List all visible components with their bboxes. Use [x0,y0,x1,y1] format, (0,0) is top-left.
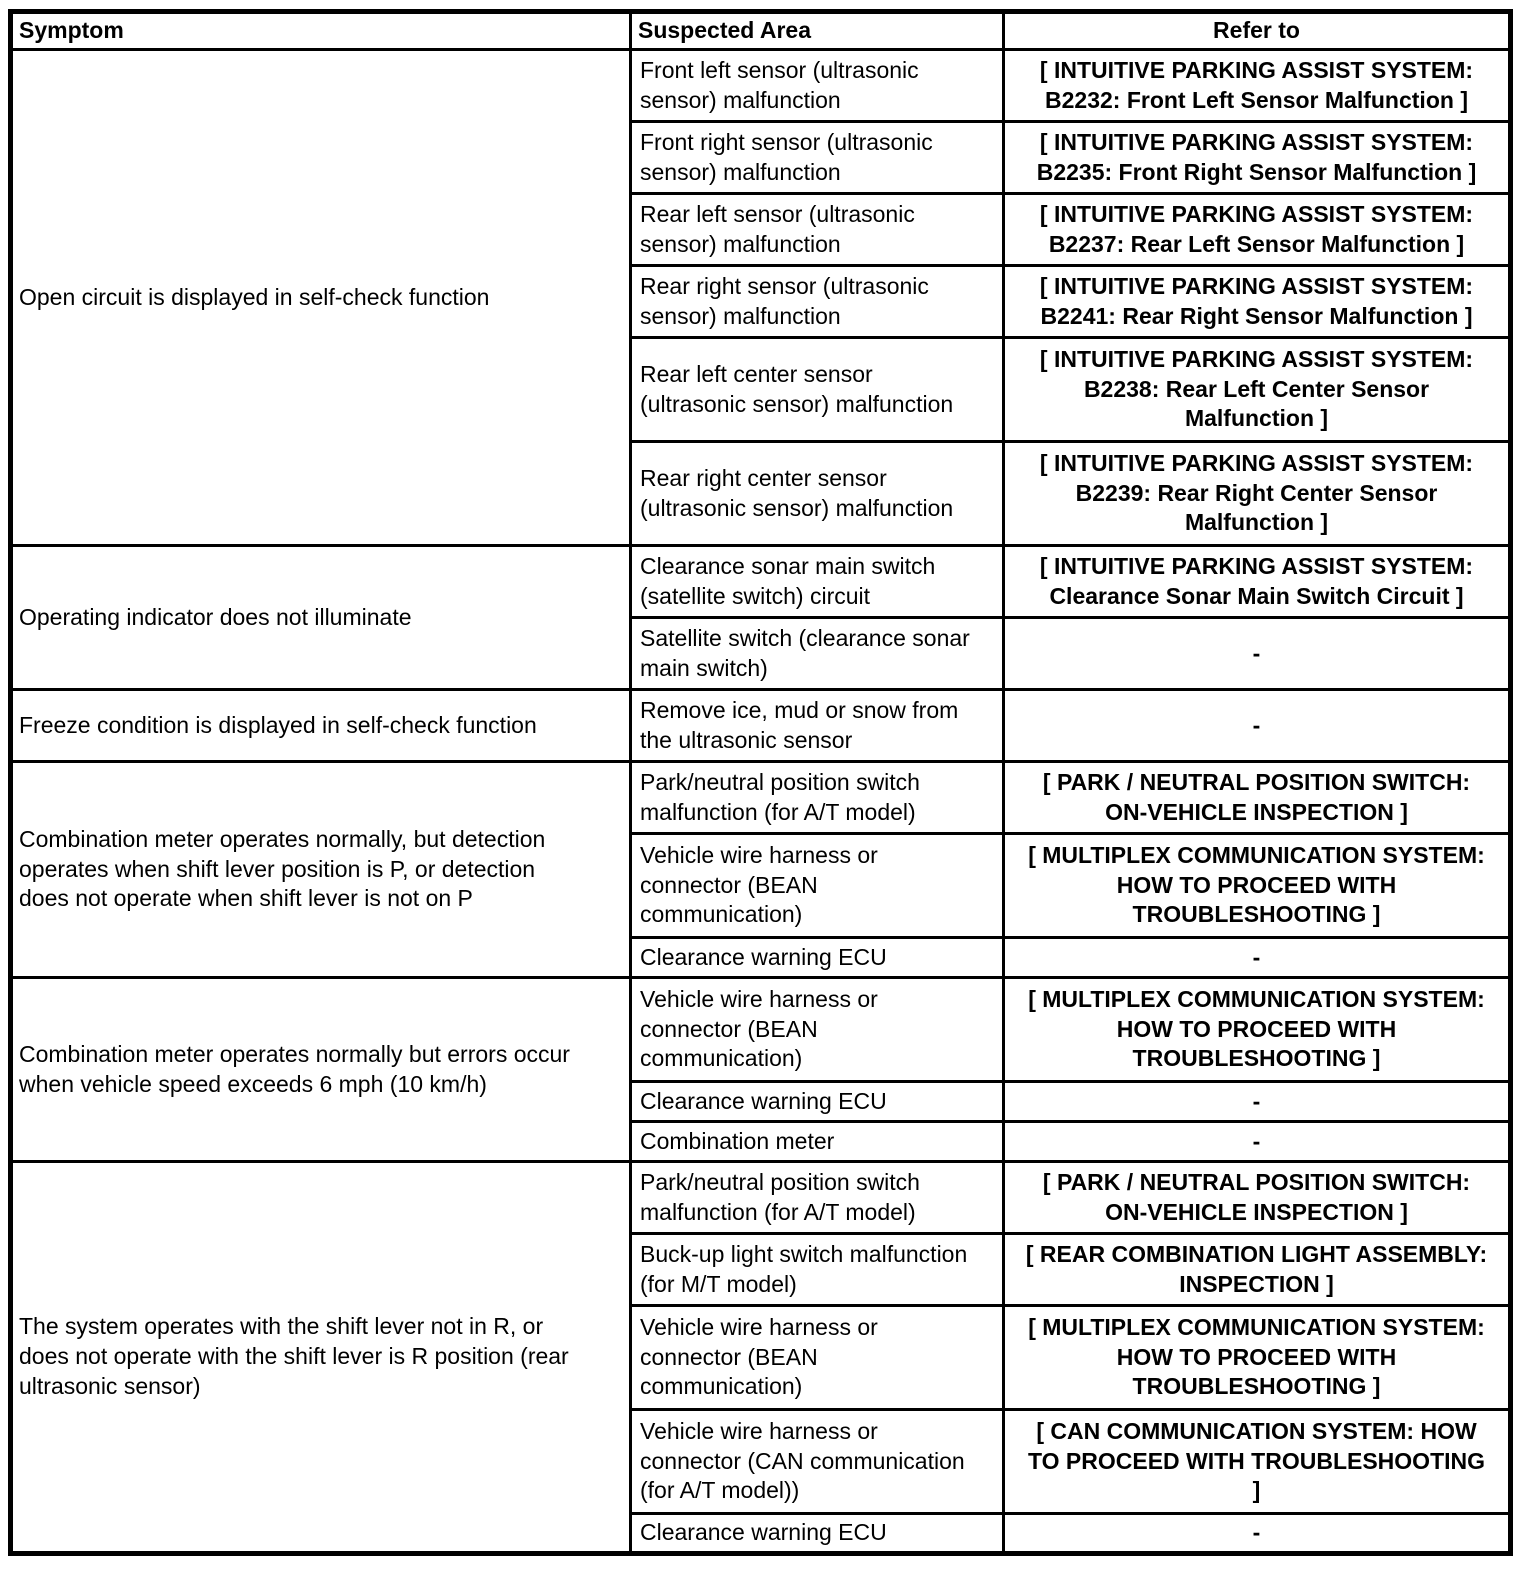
column-header-refer-to: Refer to [1004,12,1511,50]
suspected-area-cell: Rear right center sensor (ultrasonic sensor) malfunction [631,442,1004,546]
suspected-area-cell: Vehicle wire harness or connector (BEAN communication) [631,834,1004,938]
table-row [11,978,1511,1082]
refer-to-empty: - [1004,1514,1511,1554]
refer-to-link[interactable]: [ INTUITIVE PARKING ASSIST SYSTEM: B2238: Rear Left Center Sensor Malfunction ] [1004,338,1511,442]
refer-to-link[interactable]: [ INTUITIVE PARKING ASSIST SYSTEM: B2235: Front Right Sensor Malfunction ] [1004,122,1511,194]
refer-to-link[interactable]: [ REAR COMBINATION LIGHT ASSEMBLY: INSPECTION ] [1004,1234,1511,1306]
suspected-area-cell: Front left sensor (ultrasonic sensor) malfunction [631,50,1004,122]
suspected-area-cell: Remove ice, mud or snow from the ultrasonic sensor [631,690,1004,762]
refer-to-link[interactable]: [ MULTIPLEX COMMUNICATION SYSTEM: HOW TO PROCEED WITH TROUBLESHOOTING ] [1004,1306,1511,1410]
refer-to-link[interactable]: [ INTUITIVE PARKING ASSIST SYSTEM: B2232: Front Left Sensor Malfunction ] [1004,50,1511,122]
table-row [11,546,1511,618]
suspected-area-cell: Vehicle wire harness or connector (BEAN communication) [631,978,1004,1082]
symptom-cell: Combination meter operates normally, but detection operates when shift lever position is P, or detection does not operate when shift lever is not on P [11,762,631,978]
refer-to-link[interactable]: [ INTUITIVE PARKING ASSIST SYSTEM: B2241: Rear Right Sensor Malfunction ] [1004,266,1511,338]
suspected-area-cell: Rear right sensor (ultrasonic sensor) malfunction [631,266,1004,338]
suspected-area-cell: Park/neutral position switch malfunction (for A/T model) [631,762,1004,834]
refer-to-link[interactable]: [ PARK / NEUTRAL POSITION SWITCH: ON-VEHICLE INSPECTION ] [1004,762,1511,834]
suspected-area-cell: Combination meter [631,1122,1004,1162]
symptom-cell: Operating indicator does not illuminate [11,546,631,690]
refer-to-link[interactable]: [ CAN COMMUNICATION SYSTEM: HOW TO PROCEED WITH TROUBLESHOOTING ] [1004,1410,1511,1514]
refer-to-link[interactable]: [ MULTIPLEX COMMUNICATION SYSTEM: HOW TO PROCEED WITH TROUBLESHOOTING ] [1004,978,1511,1082]
refer-to-link[interactable]: [ PARK / NEUTRAL POSITION SWITCH: ON-VEHICLE INSPECTION ] [1004,1162,1511,1234]
suspected-area-cell: Front right sensor (ultrasonic sensor) malfunction [631,122,1004,194]
refer-to-empty: - [1004,1082,1511,1122]
refer-to-empty: - [1004,618,1511,690]
column-header-suspected-area: Suspected Area [631,12,1004,50]
symptom-cell: Open circuit is displayed in self-check function [11,50,631,546]
table-row [11,762,1511,834]
suspected-area-cell: Clearance warning ECU [631,1082,1004,1122]
symptom-cell: The system operates with the shift lever not in R, or does not operate with the shift lever is R position (rear ultrasonic sensor) [11,1162,631,1554]
table-row [11,1162,1511,1234]
suspected-area-cell: Satellite switch (clearance sonar main switch) [631,618,1004,690]
column-header-symptom: Symptom [11,12,631,50]
table-row [11,50,1511,122]
refer-to-empty: - [1004,690,1511,762]
suspected-area-cell: Buck-up light switch malfunction (for M/T model) [631,1234,1004,1306]
suspected-area-cell: Park/neutral position switch malfunction (for A/T model) [631,1162,1004,1234]
symptom-troubleshooting-table [8,9,1513,1556]
symptom-cell: Combination meter operates normally but errors occur when vehicle speed exceeds 6 mph (10 km/h) [11,978,631,1162]
suspected-area-cell: Rear left center sensor (ultrasonic sensor) malfunction [631,338,1004,442]
refer-to-link[interactable]: [ MULTIPLEX COMMUNICATION SYSTEM: HOW TO PROCEED WITH TROUBLESHOOTING ] [1004,834,1511,938]
suspected-area-cell: Vehicle wire harness or connector (CAN communication (for A/T model)) [631,1410,1004,1514]
symptom-cell: Freeze condition is displayed in self-check function [11,690,631,762]
refer-to-link[interactable]: [ INTUITIVE PARKING ASSIST SYSTEM: B2239: Rear Right Center Sensor Malfunction ] [1004,442,1511,546]
suspected-area-cell: Clearance warning ECU [631,1514,1004,1554]
suspected-area-cell: Vehicle wire harness or connector (BEAN communication) [631,1306,1004,1410]
refer-to-link[interactable]: [ INTUITIVE PARKING ASSIST SYSTEM: B2237: Rear Left Sensor Malfunction ] [1004,194,1511,266]
header-row [11,12,1511,50]
suspected-area-cell: Clearance sonar main switch (satellite switch) circuit [631,546,1004,618]
refer-to-link[interactable]: [ INTUITIVE PARKING ASSIST SYSTEM: Clearance Sonar Main Switch Circuit ] [1004,546,1511,618]
refer-to-empty: - [1004,938,1511,978]
suspected-area-cell: Clearance warning ECU [631,938,1004,978]
refer-to-empty: - [1004,1122,1511,1162]
table-row [11,690,1511,762]
suspected-area-cell: Rear left sensor (ultrasonic sensor) malfunction [631,194,1004,266]
